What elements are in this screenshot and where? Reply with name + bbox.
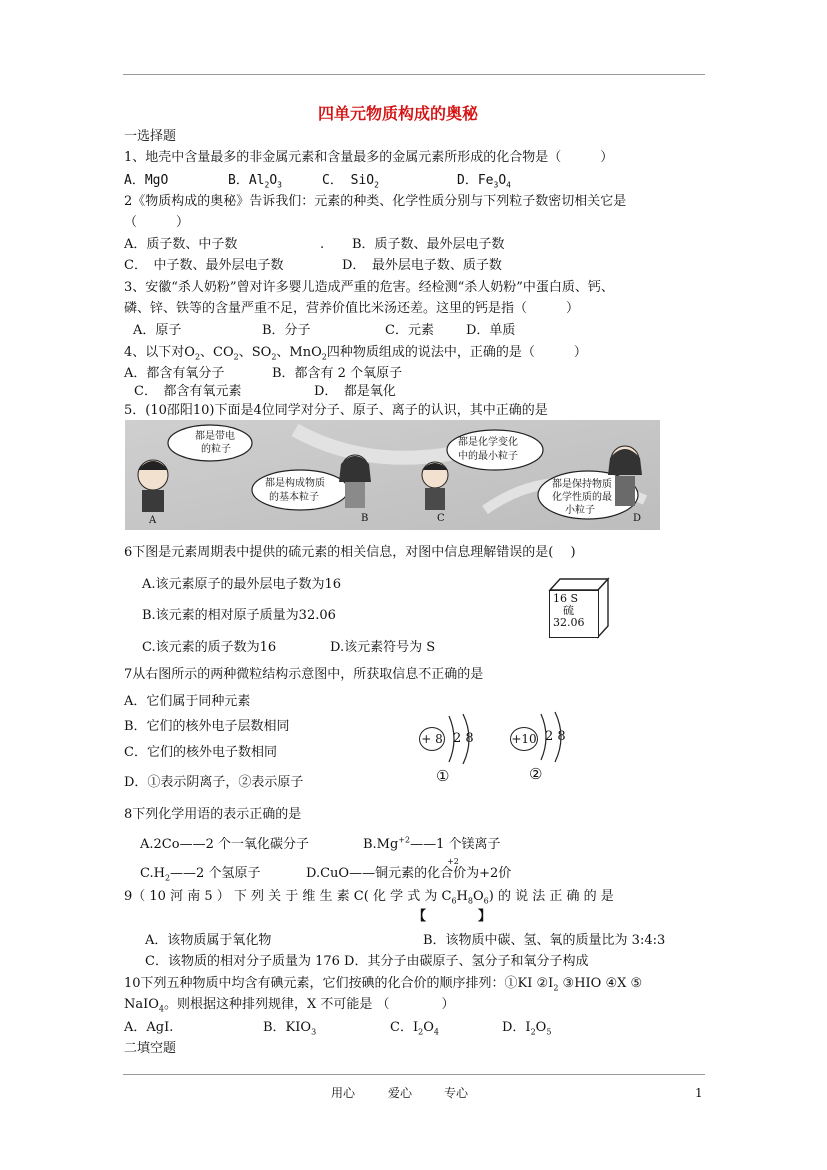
- q4-option-b: B．都含有 2 个氧原子: [272, 366, 403, 381]
- footer-motto-2: 爱心: [388, 1086, 413, 1100]
- q2-option-a: A．质子数、中子数: [124, 237, 238, 252]
- atom2-label: ②: [529, 765, 543, 783]
- q10-option-b: B．$KIO_3$: [263, 1020, 317, 1037]
- q8-option-d: D.CuO——铜元素的化合价为+2价: [306, 866, 512, 881]
- bubble-a-line-1: 都是带电: [195, 431, 235, 442]
- q2-option-d: D． 最外层电子数、质子数: [342, 258, 502, 273]
- q7-option-a: A．它们属于同种元素: [124, 694, 251, 709]
- header-rule: [123, 74, 705, 75]
- sulfur-element-cell: [549, 590, 599, 638]
- q2-option-c: C． 中子数、最外层电子数: [124, 258, 284, 273]
- q7-option-c: C．它们的核外电子数相同: [124, 745, 277, 760]
- q2-stem: 2《物质构成的奥秘》告诉我们：元素的种类、化学性质分别与下列粒子数密切相关它是: [124, 194, 627, 209]
- bubble-a-line-2: 的粒子: [201, 444, 231, 455]
- cell-symbol: S: [570, 592, 579, 605]
- q7-option-d: D．①表示阴离子，②表示原子: [124, 775, 304, 790]
- cell-atomic-number: 16: [553, 592, 567, 605]
- q9-answer-bracket: 【 】: [413, 909, 492, 924]
- q8-stem: 8下列化学用语的表示正确的是: [124, 807, 302, 822]
- q10-option-c: C．$I_2O_4$: [390, 1020, 439, 1037]
- q10-option-d: D．$I_2O_5$: [502, 1020, 552, 1037]
- footer-motto-1: 用心: [331, 1086, 356, 1100]
- q8-option-b: $B.Mg^{+2}——1$ 个镁离子: [363, 835, 501, 852]
- q7-option-b: B．它们的核外电子层数相同: [124, 719, 290, 734]
- q9-stem: 9（ 10 河 南 5 ） 下 列 关 于 维 生 素 C( 化 学 式 为 $C_6H_8O_6$) 的 说 法 正 确 的 是: [124, 889, 614, 906]
- q3-line-1: 3、安徽“杀人奶粉”曾对许多婴儿造成严重的危害。经检测“杀人奶粉”中蛋白质、钙、: [124, 280, 614, 295]
- q6-option-d: D.该元素符号为 S: [330, 640, 436, 655]
- q1-option-d: D．$Fe_3O_4$: [457, 173, 511, 190]
- bubble-d-line-1: 都是保持物质: [552, 479, 612, 490]
- q5-stem: 5．(10邵阳10)下面是4位同学对分子、原子、离子的认识，其中正确的是: [124, 403, 548, 418]
- bubble-d-line-3: 小粒子: [565, 505, 595, 516]
- q3-option-a: A．原子: [133, 323, 182, 338]
- q10-line-2: NaIO$_4$。则根据这种排列规律，X 不可能是 （ ）: [124, 997, 455, 1014]
- q8-option-c: $C.H_2——2$ 个氢原子: [140, 866, 261, 883]
- page-number: 1: [695, 1086, 703, 1100]
- q6-option-c: C.该元素的质子数为16: [142, 640, 277, 655]
- q9-option-b: B．该物质中碳、氢、氧的质量比为 3:4:3: [423, 933, 666, 948]
- atom2-nucleus: +10: [510, 727, 538, 751]
- atom1-nucleus: + 8: [419, 727, 445, 751]
- cell-atomic-mass: 32.06: [553, 616, 585, 629]
- q3-option-d: D．单质: [466, 323, 516, 338]
- q9-option-a: A．该物质属于氧化物: [145, 933, 272, 948]
- q4-option-a: A．都含有氧分子: [124, 366, 225, 381]
- student-label-b: B: [361, 513, 369, 524]
- page-title: 四单元物质构成的奥秘: [318, 104, 479, 123]
- q1-stem: 1、地壳中含量最多的非金属元素和含量最多的金属元素所形成的化合物是（ ）: [124, 150, 614, 165]
- q3-line-2: 磷、锌、铁等的含量严重不足，营养价值比米汤还差。这里的钙是指（ ）: [124, 301, 580, 316]
- q4-option-d: D． 都是氧化: [314, 384, 396, 399]
- atom1-shell-arcs: [445, 712, 485, 766]
- q4-stem: 4、以下对$O_2$、$CO_2$、$SO_2$、MnO$_2$四种物质组成的说法中，正确的是（ ）: [124, 345, 587, 362]
- q10-line-1: 10下列五种物质中均含有碘元素，它们按碘的化合价的顺序排列：①KI $②I_2$ ③HIO ④X ⑤: [124, 976, 643, 993]
- q2-paren: （ ）: [124, 215, 190, 230]
- atom1-label: ①: [436, 767, 450, 785]
- q7-stem: 7从右图所示的两种微粒结构示意图中，所获取信息不正确的是: [124, 667, 484, 682]
- atom2-shell-arcs: [537, 710, 577, 764]
- student-label-c: C: [437, 513, 445, 524]
- footer-motto-3: 专心: [444, 1086, 469, 1100]
- q10-option-a: A．AgI.: [124, 1020, 174, 1035]
- student-label-a: A: [149, 515, 157, 526]
- q1-option-b: B．$Al_2O_3$: [228, 173, 282, 190]
- q2-dot: .: [320, 237, 325, 252]
- students-illustration: [125, 420, 660, 530]
- bubble-c-line-1: 都是化学变化: [458, 437, 518, 448]
- bubble-d-line-2: 化学性质的最: [552, 492, 612, 503]
- q6-option-b: B.该元素的相对原子质量为32.06: [142, 608, 336, 623]
- footer-rule: [123, 1074, 705, 1075]
- section-heading: 一选择题: [124, 129, 177, 144]
- bubble-b-line-2: 的基本粒子: [269, 492, 319, 503]
- student-label-d: D: [633, 513, 642, 524]
- atom1-shells: 2 8: [453, 731, 474, 746]
- q3-option-c: C．元素: [385, 323, 434, 338]
- q9-option-c-d: C．该物质的相对分子质量为 176 D．其分子由碳原子、氢分子和氧分子构成: [145, 954, 589, 969]
- q3-option-b: B．分子: [262, 323, 311, 338]
- q8-option-d-charge: +2: [447, 857, 459, 866]
- q1-option-c: C． SiO$_2$: [322, 173, 379, 190]
- q8-option-a: A.2Co——2 个一氧化碳分子: [140, 837, 309, 852]
- q6-stem: 6下图是元素周期表中提供的硫元素的相关信息，对图中信息理解错误的是( ): [124, 545, 576, 560]
- q6-option-a: A.该元素原子的最外层电子数为16: [142, 577, 342, 592]
- q4-option-c: C． 都含有氧元素: [134, 384, 242, 399]
- atom2-shells: 2 8: [545, 729, 566, 744]
- q1-option-a: A．MgO: [124, 173, 169, 188]
- bubble-b-line-1: 都是构成物质: [265, 478, 325, 489]
- section-heading-2: 二填空题: [124, 1041, 177, 1056]
- cell-name: 硫: [563, 604, 574, 617]
- q2-option-b: B．质子数、最外层电子数: [352, 237, 505, 252]
- bubble-c-line-2: 中的最小粒子: [458, 451, 518, 462]
